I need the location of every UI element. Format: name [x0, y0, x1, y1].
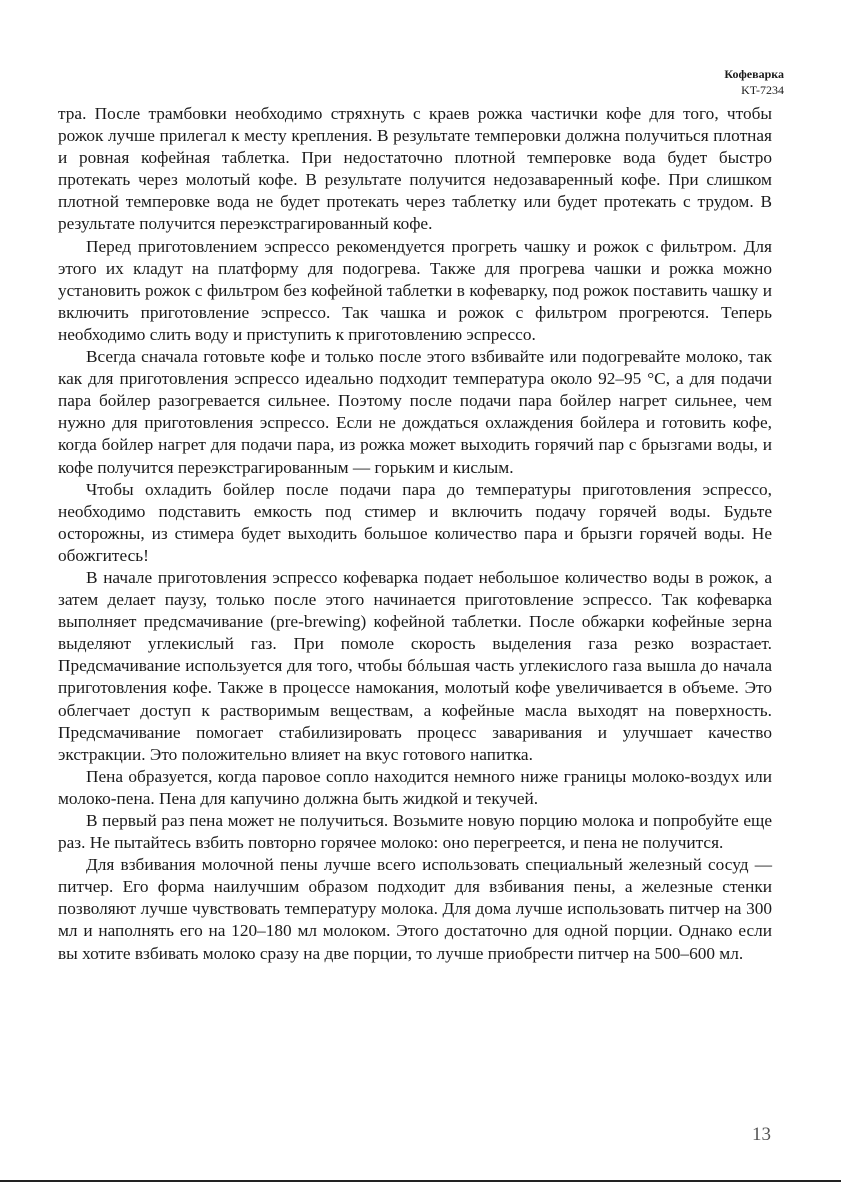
paragraph: В начале приготовления эспрессо кофеварка подает небольшое количество воды в рожок, а затем делает паузу, только после этого начинается приготовление эспрессо. Так кофеварка выполняет предсмачивание (pre-brewing) кофейной таблетки. После обжарки кофейные зерна выделяют углекислый газ. При помоле скорость выделения газа резко возрастает. Предсмачивание используется для того, чтобы бóльшая часть углекислого газа вышла до начала приготовления кофе. Также в процессе намокания, молотый кофе увеличивается в объеме. Это облегчает доступ к растворимым веществам, а кофейные масла выходят на поверхность. Предсмачивание помогает стабилизировать процесс заваривания и улучшает качество экстракции. Это положительно влияет на вкус готового напитка.	[58, 567, 772, 764]
paragraph: Перед приготовлением эспрессо рекомендуется прогреть чашку и рожок с фильтром. Для этого их кладут на платформу для подогрева. Также для прогрева чашки и рожка можно установить рожок с фильтром без кофейной таблетки в кофеварку, под рожок поставить чашку и включить приготовление эспрессо. Так чашка и рожок с фильтром прогреются. Теперь необходимо слить воду и приступить к приготовлению эспрессо.	[58, 236, 772, 344]
model-number: KT-7234	[741, 83, 784, 97]
paragraph: Всегда сначала готовьте кофе и только после этого взбивайте или подогревайте молоко, так как для приготовления эспрессо идеально подходит температура около 92–95 °C, а для подачи пара бойлер разогревается сильнее. Поэтому после подачи пара бойлер нагрет сильнее, чем нужно для приготовления эспрессо. Если не дождаться охлаждения бойлера и готовить кофе, когда бойлер нагрет для подачи пара, из рожка может выходить горячий пар с брызгами воды, и кофе получится переэкстрагированным — горьким и кислым.	[58, 347, 772, 477]
paragraph-continuation: тра. После трамбовки необходимо стряхнуть с краев рожка частички кофе для того, чтобы рожок лучше прилегал к месту крепления. В результате темперовки должна получиться плотная и ровная кофейная таблетка. При недостаточно плотной темперовке вода будет быстро протекать через молотый кофе. В результате получится недозаваренный кофе. При слишком плотной темперовке вода не будет протекать через таблетку или будет протекать с трудом. В результате получится переэкстрагированный кофе.	[58, 104, 772, 234]
page-number: 13	[752, 1124, 771, 1145]
bottom-rule	[0, 1180, 841, 1182]
product-name: Кофеварка	[724, 67, 784, 81]
body-text	[58, 103, 772, 965]
paragraph: Чтобы охладить бойлер после подачи пара до температуры приготовления эспрессо, необходимо подставить емкость под стимер и включить подачу горячей воды. Будьте осторожны, из стимера будет выходить большое количество пара и брызги горячей воды. Не обожгитесь!	[58, 479, 772, 565]
paragraph: Для взбивания молочной пены лучше всего использовать специальный железный сосуд — питчер. Его форма наилучшим образом подходит для взбивания пены, а железные стенки позволяют лучше чувствовать температуру молока. Для дома лучше использовать питчер на 300 мл и наполнять его на 120–180 мл молоком. Этого достаточно для одной порции. Однако если вы хотите взбивать молоко сразу на две порции, то лучше приобрести питчер на 500–600 мл.	[58, 855, 772, 963]
paragraph: В первый раз пена может не получиться. Возьмите новую порцию молока и попробуйте еще раз. Не пытайтесь взбить повторно горячее молоко: оно перегреется, и пена не получится.	[58, 811, 772, 853]
page-header	[724, 66, 784, 98]
paragraph: Пена образуется, когда паровое сопло находится немного ниже границы молоко-воздух или молоко-пена. Пена для капучино должна быть жидкой и текучей.	[58, 766, 772, 808]
